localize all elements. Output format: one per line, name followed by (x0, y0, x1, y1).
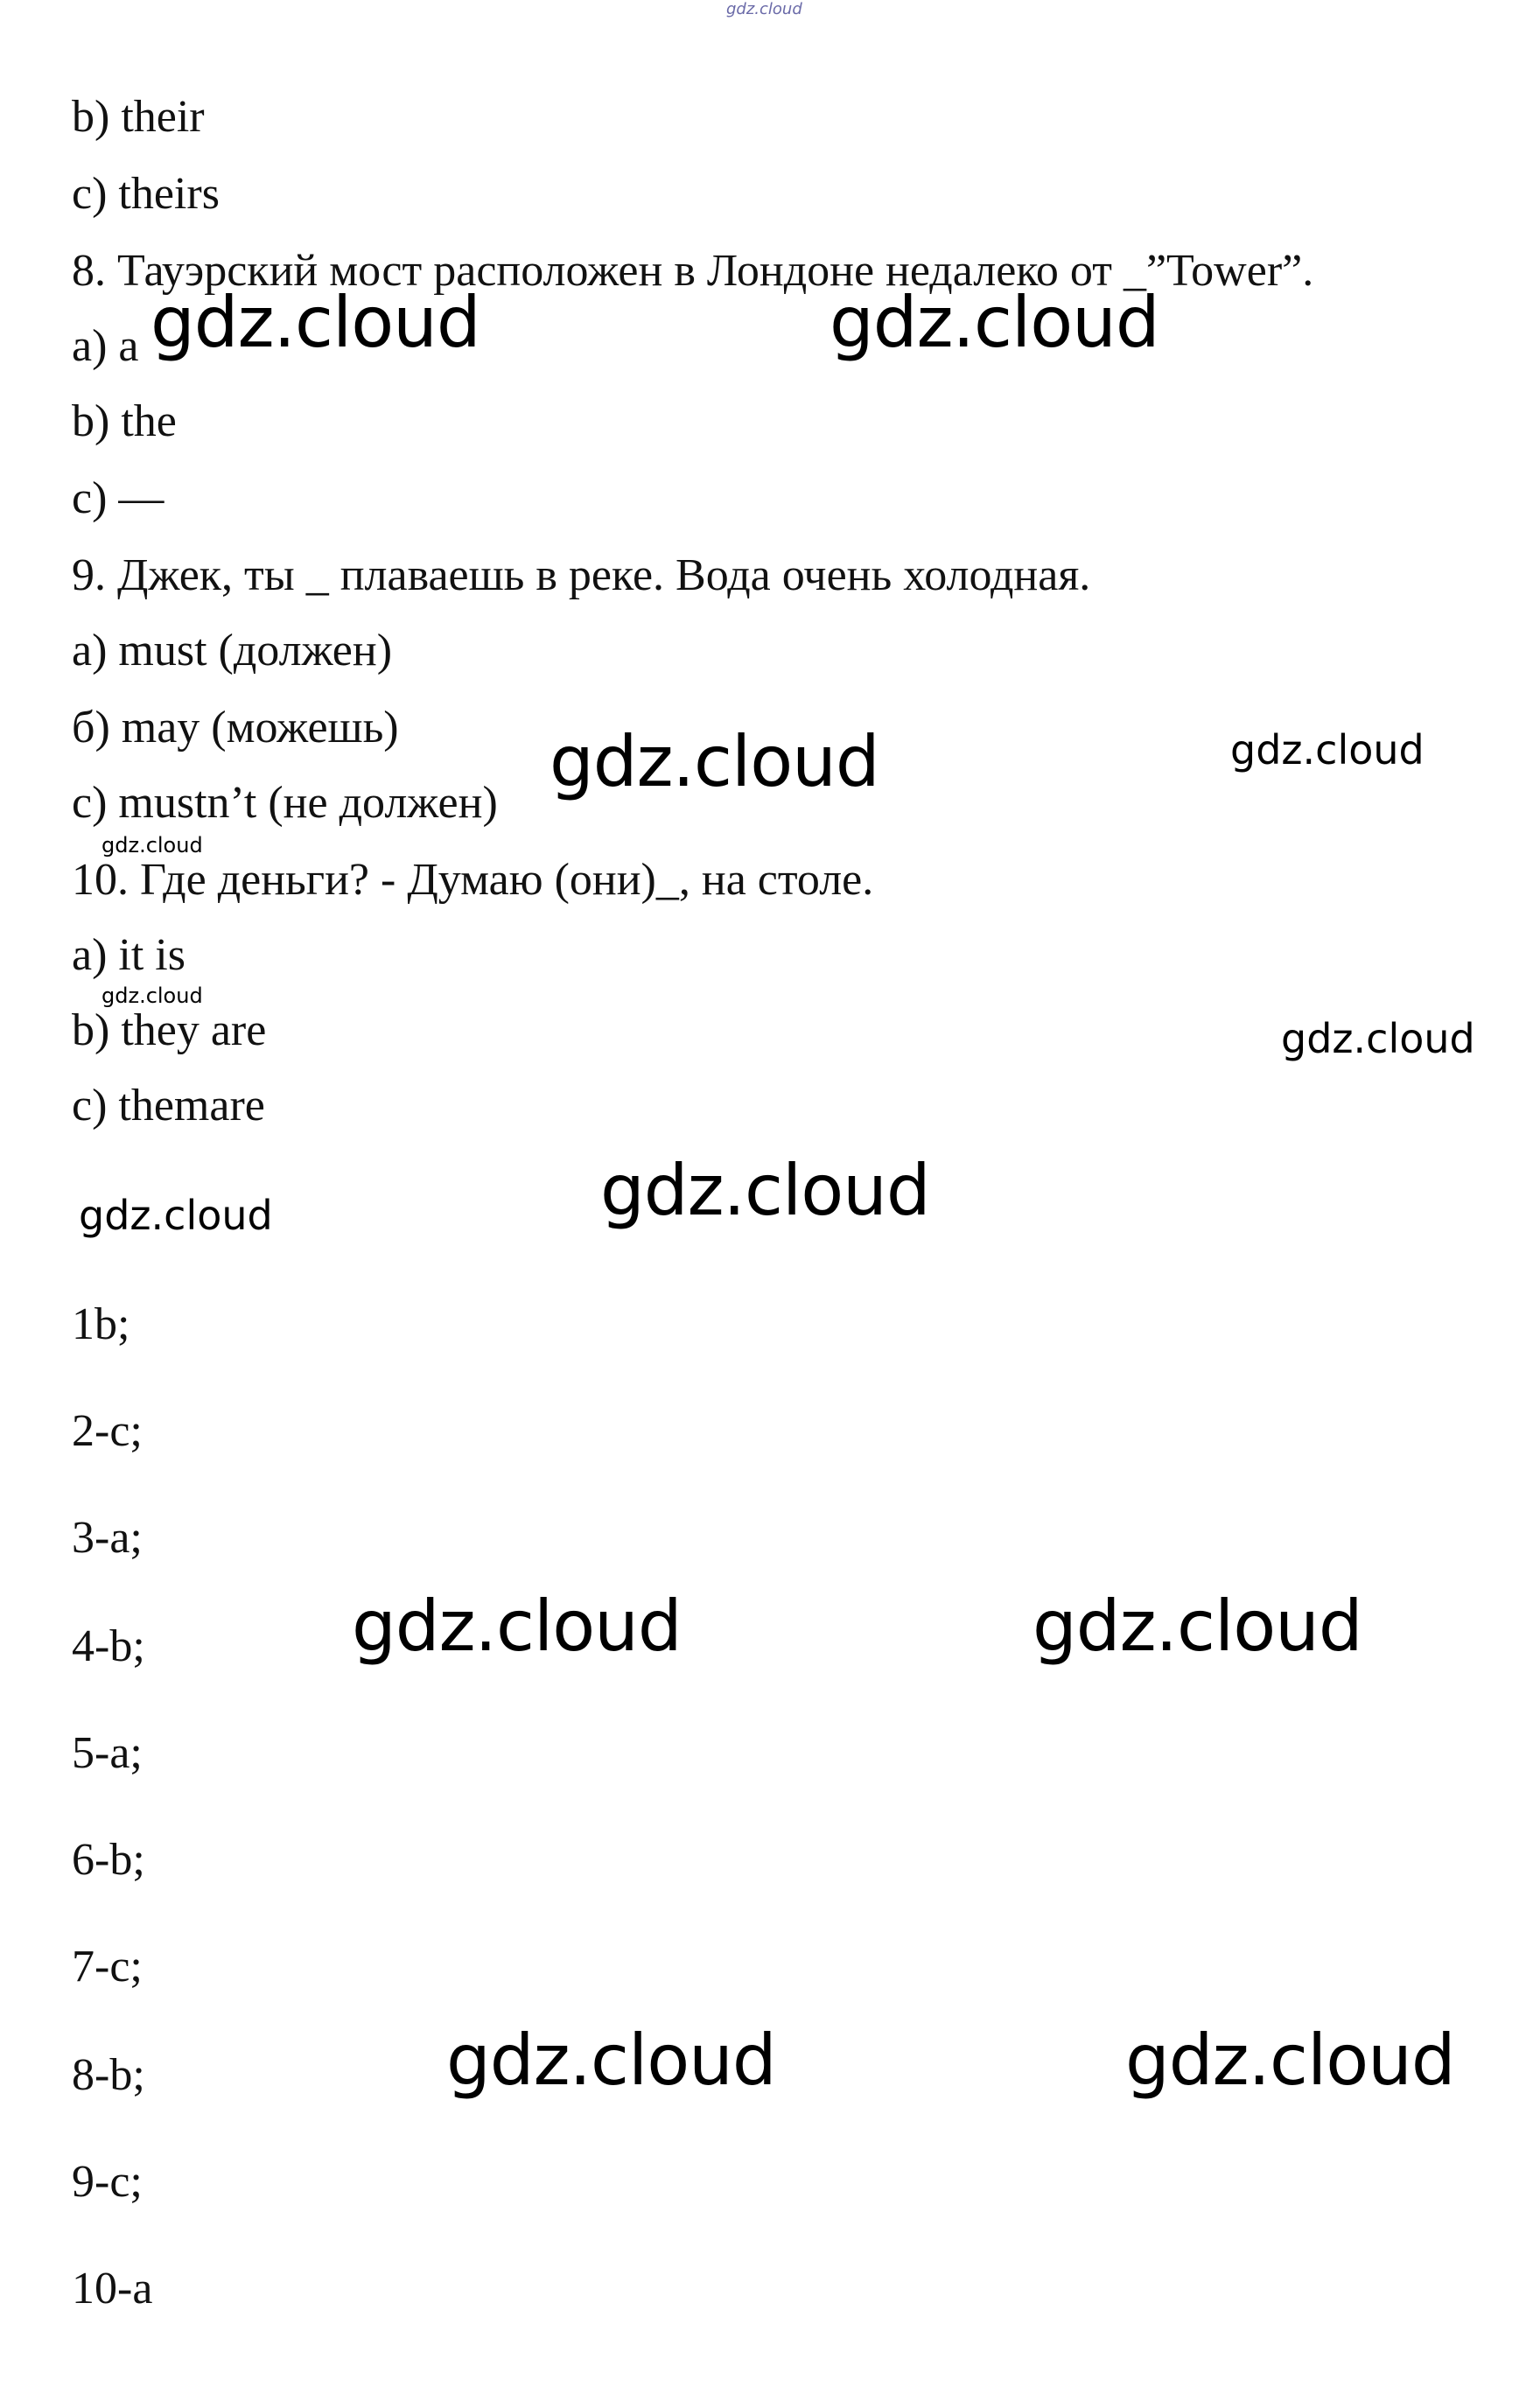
option-line: a) must (должен) (72, 626, 393, 676)
answer-line: 1b; (72, 1299, 130, 1349)
option-line: б) may (можешь) (72, 703, 399, 752)
answer-line: 10-a (72, 2264, 153, 2314)
option-line: a) it is (72, 930, 186, 980)
option-line: b) they are (72, 1005, 267, 1055)
watermark: gdz.cloud (150, 282, 480, 363)
question-line: 8. Тауэрский мост расположен в Лондоне недалеко от _”Tower”. (72, 246, 1314, 296)
watermark: gdz.cloud (1230, 726, 1424, 774)
answer-line: 8-b; (72, 2050, 145, 2100)
option-line: c) — (72, 473, 164, 523)
watermark: gdz.cloud (550, 721, 879, 802)
option-line: c) theirs (72, 169, 220, 219)
option-line: b) their (72, 92, 205, 142)
watermark: gdz.cloud (1281, 1015, 1475, 1062)
option-line: c) themare (72, 1081, 265, 1130)
watermark: gdz.cloud (830, 282, 1159, 363)
watermark: gdz.cloud (600, 1150, 930, 1231)
option-line: c) mustn’t (не должен) (72, 778, 498, 828)
watermark: gdz.cloud (79, 1192, 273, 1239)
top-watermark: gdz.cloud (726, 0, 802, 18)
watermark: gdz.cloud (1125, 2020, 1455, 2101)
watermark: gdz.cloud (446, 2020, 776, 2101)
answer-line: 4-b; (72, 1621, 145, 1671)
question-line: 9. Джек, ты _ плаваешь в реке. Вода очень холодная. (72, 550, 1091, 600)
watermark: gdz.cloud (1032, 1586, 1362, 1667)
watermark: gdz.cloud (102, 833, 203, 858)
answer-line: 7-c; (72, 1942, 143, 1992)
answer-line: 5-a; (72, 1728, 143, 1778)
option-line: b) the (72, 396, 177, 446)
question-line: 10. Где деньги? - Думаю (они)_, на столе. (72, 855, 874, 905)
option-line: a) a (72, 321, 139, 371)
answer-line: 2-c; (72, 1406, 143, 1456)
watermark: gdz.cloud (102, 984, 203, 1008)
answer-line: 9-c; (72, 2157, 143, 2207)
answer-line: 6-b; (72, 1835, 145, 1885)
watermark: gdz.cloud (352, 1586, 682, 1667)
answer-line: 3-a; (72, 1513, 143, 1563)
